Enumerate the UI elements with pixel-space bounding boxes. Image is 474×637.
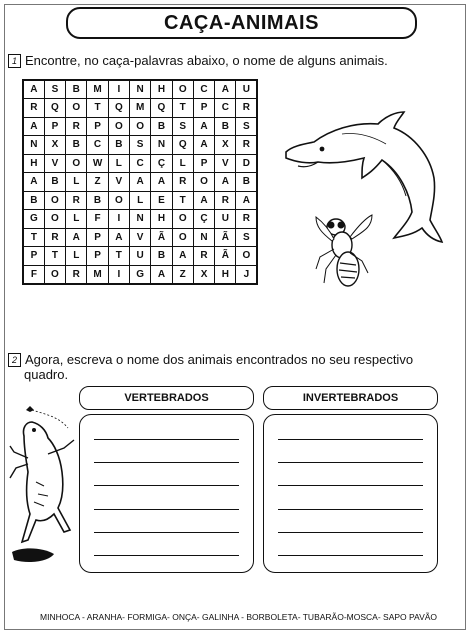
grid-cell[interactable]: O bbox=[66, 154, 87, 173]
question-1-text: Encontre, no caça-palavras abaixo, o nome de alguns animais. bbox=[25, 53, 388, 68]
grid-cell[interactable]: S bbox=[44, 80, 65, 99]
grid-cell[interactable]: A bbox=[23, 173, 44, 192]
grid-cell[interactable]: R bbox=[193, 247, 214, 266]
grid-cell[interactable]: D bbox=[236, 154, 257, 173]
grid-cell[interactable]: I bbox=[108, 265, 129, 284]
grid-cell[interactable]: F bbox=[87, 210, 108, 229]
question-1 bbox=[8, 53, 388, 69]
grid-row bbox=[23, 210, 257, 229]
answer-line[interactable] bbox=[278, 532, 423, 533]
grid-cell[interactable]: X bbox=[193, 265, 214, 284]
grid-row bbox=[23, 247, 257, 266]
invertebrados-header bbox=[263, 386, 438, 410]
word-list: MINHOCA - ARANHA- FORMIGA- ONÇA- GALINHA - BORBOLETA- TUBARÃO-MOSCA- SAPO PAVÃO bbox=[40, 612, 438, 622]
grid-cell[interactable]: Ã bbox=[215, 228, 236, 247]
vertebrados-header bbox=[79, 386, 254, 410]
grid-cell[interactable]: G bbox=[129, 265, 150, 284]
grid-cell[interactable]: O bbox=[236, 247, 257, 266]
grid-cell[interactable]: A bbox=[23, 80, 44, 99]
answer-line[interactable] bbox=[278, 485, 423, 486]
invertebrados-label: INVERTEBRADOS bbox=[302, 392, 399, 404]
grid-cell[interactable]: R bbox=[172, 173, 193, 192]
grid-cell[interactable]: U bbox=[129, 247, 150, 266]
grid-cell[interactable]: T bbox=[23, 228, 44, 247]
grid-row bbox=[23, 265, 257, 284]
grid-cell[interactable]: Q bbox=[44, 99, 65, 118]
grid-cell[interactable]: X bbox=[44, 136, 65, 155]
grid-row bbox=[23, 80, 257, 99]
grid-cell[interactable]: Ç bbox=[151, 154, 172, 173]
answer-line[interactable] bbox=[94, 462, 239, 463]
grid-cell[interactable]: R bbox=[236, 99, 257, 118]
grid-cell[interactable]: T bbox=[172, 99, 193, 118]
grid-cell[interactable]: V bbox=[44, 154, 65, 173]
word-search-grid bbox=[22, 79, 258, 285]
grid-cell[interactable]: B bbox=[151, 247, 172, 266]
grid-cell[interactable]: C bbox=[215, 99, 236, 118]
grid-cell[interactable]: Ç bbox=[193, 210, 214, 229]
question-2-text-line1: Agora, escreva o nome dos animais encontrados no seu respectivo bbox=[25, 352, 414, 367]
grid-cell[interactable]: M bbox=[87, 80, 108, 99]
grid-cell[interactable]: B bbox=[23, 191, 44, 210]
grid-cell[interactable]: B bbox=[66, 80, 87, 99]
answer-line[interactable] bbox=[94, 555, 239, 556]
grid-cell[interactable]: N bbox=[129, 210, 150, 229]
grid-cell[interactable]: T bbox=[108, 247, 129, 266]
grid-cell[interactable]: P bbox=[44, 117, 65, 136]
grid-cell[interactable]: P bbox=[193, 154, 214, 173]
grid-cell[interactable]: C bbox=[193, 80, 214, 99]
grid-cell[interactable]: H bbox=[23, 154, 44, 173]
grid-cell[interactable]: Ã bbox=[151, 228, 172, 247]
grid-cell[interactable]: R bbox=[236, 136, 257, 155]
grid-cell[interactable]: O bbox=[108, 191, 129, 210]
grid-cell[interactable]: O bbox=[66, 99, 87, 118]
grid-cell[interactable]: O bbox=[44, 265, 65, 284]
grid-cell[interactable]: R bbox=[23, 99, 44, 118]
grid-cell[interactable]: J bbox=[236, 265, 257, 284]
question-2-line2 bbox=[24, 367, 68, 383]
grid-cell[interactable]: Z bbox=[87, 173, 108, 192]
grid-cell[interactable]: H bbox=[215, 265, 236, 284]
grid-cell[interactable]: P bbox=[23, 247, 44, 266]
grid-cell[interactable]: P bbox=[87, 117, 108, 136]
grid-cell[interactable]: L bbox=[66, 210, 87, 229]
grid-cell[interactable]: U bbox=[236, 80, 257, 99]
grid-cell[interactable]: C bbox=[129, 154, 150, 173]
grid-cell[interactable]: O bbox=[193, 173, 214, 192]
grid-cell[interactable]: A bbox=[215, 173, 236, 192]
grid-cell[interactable]: O bbox=[172, 228, 193, 247]
grid-cell[interactable]: N bbox=[151, 136, 172, 155]
grid-cell[interactable]: V bbox=[129, 228, 150, 247]
grid-cell[interactable]: P bbox=[87, 228, 108, 247]
grid-cell[interactable]: A bbox=[151, 173, 172, 192]
grid-cell[interactable]: L bbox=[66, 247, 87, 266]
fly-illustration bbox=[314, 203, 374, 293]
question-2-text-line2: quadro. bbox=[24, 367, 69, 382]
grid-cell[interactable]: T bbox=[87, 99, 108, 118]
title-box bbox=[66, 7, 417, 39]
grid-cell[interactable]: V bbox=[215, 154, 236, 173]
grid-cell[interactable]: A bbox=[23, 117, 44, 136]
grid-cell[interactable]: A bbox=[193, 136, 214, 155]
grid-row bbox=[23, 191, 257, 210]
grid-cell[interactable]: I bbox=[108, 210, 129, 229]
grid-cell[interactable]: L bbox=[108, 154, 129, 173]
grid-cell[interactable]: X bbox=[215, 136, 236, 155]
grid-cell[interactable]: M bbox=[129, 99, 150, 118]
grid-cell[interactable]: L bbox=[172, 154, 193, 173]
grid-cell[interactable]: V bbox=[108, 173, 129, 192]
grid-cell[interactable]: N bbox=[129, 80, 150, 99]
grid-cell[interactable]: B bbox=[66, 136, 87, 155]
grid-cell[interactable]: B bbox=[151, 117, 172, 136]
answer-line[interactable] bbox=[94, 485, 239, 486]
grid-cell[interactable]: R bbox=[44, 228, 65, 247]
grid-cell[interactable]: O bbox=[108, 117, 129, 136]
grid-cell[interactable]: H bbox=[151, 80, 172, 99]
grid-cell[interactable]: A bbox=[193, 191, 214, 210]
answer-line[interactable] bbox=[278, 439, 423, 440]
grid-cell[interactable]: A bbox=[193, 117, 214, 136]
grid-cell[interactable]: O bbox=[44, 210, 65, 229]
grid-cell[interactable]: B bbox=[236, 173, 257, 192]
grid-row bbox=[23, 136, 257, 155]
grid-cell[interactable]: O bbox=[44, 191, 65, 210]
grid-cell[interactable]: S bbox=[129, 136, 150, 155]
grid-cell[interactable]: R bbox=[236, 210, 257, 229]
answer-line[interactable] bbox=[94, 532, 239, 533]
grid-cell[interactable]: R bbox=[215, 191, 236, 210]
answer-line[interactable] bbox=[94, 439, 239, 440]
grid-cell[interactable]: A bbox=[172, 247, 193, 266]
grid-row bbox=[23, 173, 257, 192]
grid-cell[interactable]: S bbox=[236, 228, 257, 247]
page-title: CAÇA-ANIMAIS bbox=[164, 11, 319, 34]
grid-cell[interactable]: B bbox=[108, 136, 129, 155]
grid-cell[interactable]: G bbox=[23, 210, 44, 229]
grid-cell[interactable]: Q bbox=[108, 99, 129, 118]
grid-cell[interactable]: S bbox=[172, 117, 193, 136]
grid-cell[interactable]: A bbox=[215, 80, 236, 99]
answer-line[interactable] bbox=[278, 555, 423, 556]
grid-cell[interactable]: T bbox=[172, 191, 193, 210]
invertebrados-answer-box[interactable] bbox=[263, 414, 438, 573]
grid-row bbox=[23, 154, 257, 173]
grid-cell[interactable]: B bbox=[87, 191, 108, 210]
grid-cell[interactable]: C bbox=[87, 136, 108, 155]
grid-cell[interactable]: O bbox=[172, 80, 193, 99]
grid-cell[interactable]: F bbox=[23, 265, 44, 284]
grid-cell[interactable]: L bbox=[66, 173, 87, 192]
grid-cell[interactable]: E bbox=[151, 191, 172, 210]
answer-line[interactable] bbox=[94, 509, 239, 510]
answer-line[interactable] bbox=[278, 462, 423, 463]
grid-cell[interactable]: N bbox=[193, 228, 214, 247]
grid-cell[interactable]: P bbox=[87, 247, 108, 266]
grid-row bbox=[23, 117, 257, 136]
grid-cell[interactable]: H bbox=[151, 210, 172, 229]
grid-cell[interactable]: Z bbox=[172, 265, 193, 284]
grid-cell[interactable]: Q bbox=[151, 99, 172, 118]
grid-cell[interactable]: U bbox=[215, 210, 236, 229]
grid-cell[interactable]: R bbox=[66, 265, 87, 284]
grid-row bbox=[23, 228, 257, 247]
grid-cell[interactable]: A bbox=[129, 173, 150, 192]
question-2-number: 2 bbox=[8, 353, 21, 367]
grid-cell[interactable]: R bbox=[66, 191, 87, 210]
grid-cell[interactable]: R bbox=[66, 117, 87, 136]
answer-line[interactable] bbox=[278, 509, 423, 510]
grid-cell[interactable]: L bbox=[129, 191, 150, 210]
grid-cell[interactable]: A bbox=[66, 228, 87, 247]
question-1-number: 1 bbox=[8, 54, 21, 68]
grid-cell[interactable]: B bbox=[44, 173, 65, 192]
grid-cell[interactable]: A bbox=[236, 191, 257, 210]
grid-cell[interactable]: O bbox=[129, 117, 150, 136]
grid-cell[interactable]: W bbox=[87, 154, 108, 173]
grid-cell[interactable]: B bbox=[215, 117, 236, 136]
grid-cell[interactable]: Ã bbox=[215, 247, 236, 266]
grid-cell[interactable]: M bbox=[87, 265, 108, 284]
grid-cell[interactable]: T bbox=[44, 247, 65, 266]
grid-cell[interactable]: Q bbox=[172, 136, 193, 155]
grid-cell[interactable]: A bbox=[151, 265, 172, 284]
grid-cell[interactable]: O bbox=[172, 210, 193, 229]
vertebrados-answer-box[interactable] bbox=[79, 414, 254, 573]
question-2 bbox=[8, 352, 413, 368]
grid-cell[interactable]: N bbox=[23, 136, 44, 155]
grid-cell[interactable]: I bbox=[108, 80, 129, 99]
grid-cell[interactable]: P bbox=[193, 99, 214, 118]
frog-illustration bbox=[4, 402, 80, 568]
grid-cell[interactable]: S bbox=[236, 117, 257, 136]
grid-cell[interactable]: A bbox=[108, 228, 129, 247]
vertebrados-label: VERTEBRADOS bbox=[124, 392, 209, 404]
grid-row bbox=[23, 99, 257, 118]
